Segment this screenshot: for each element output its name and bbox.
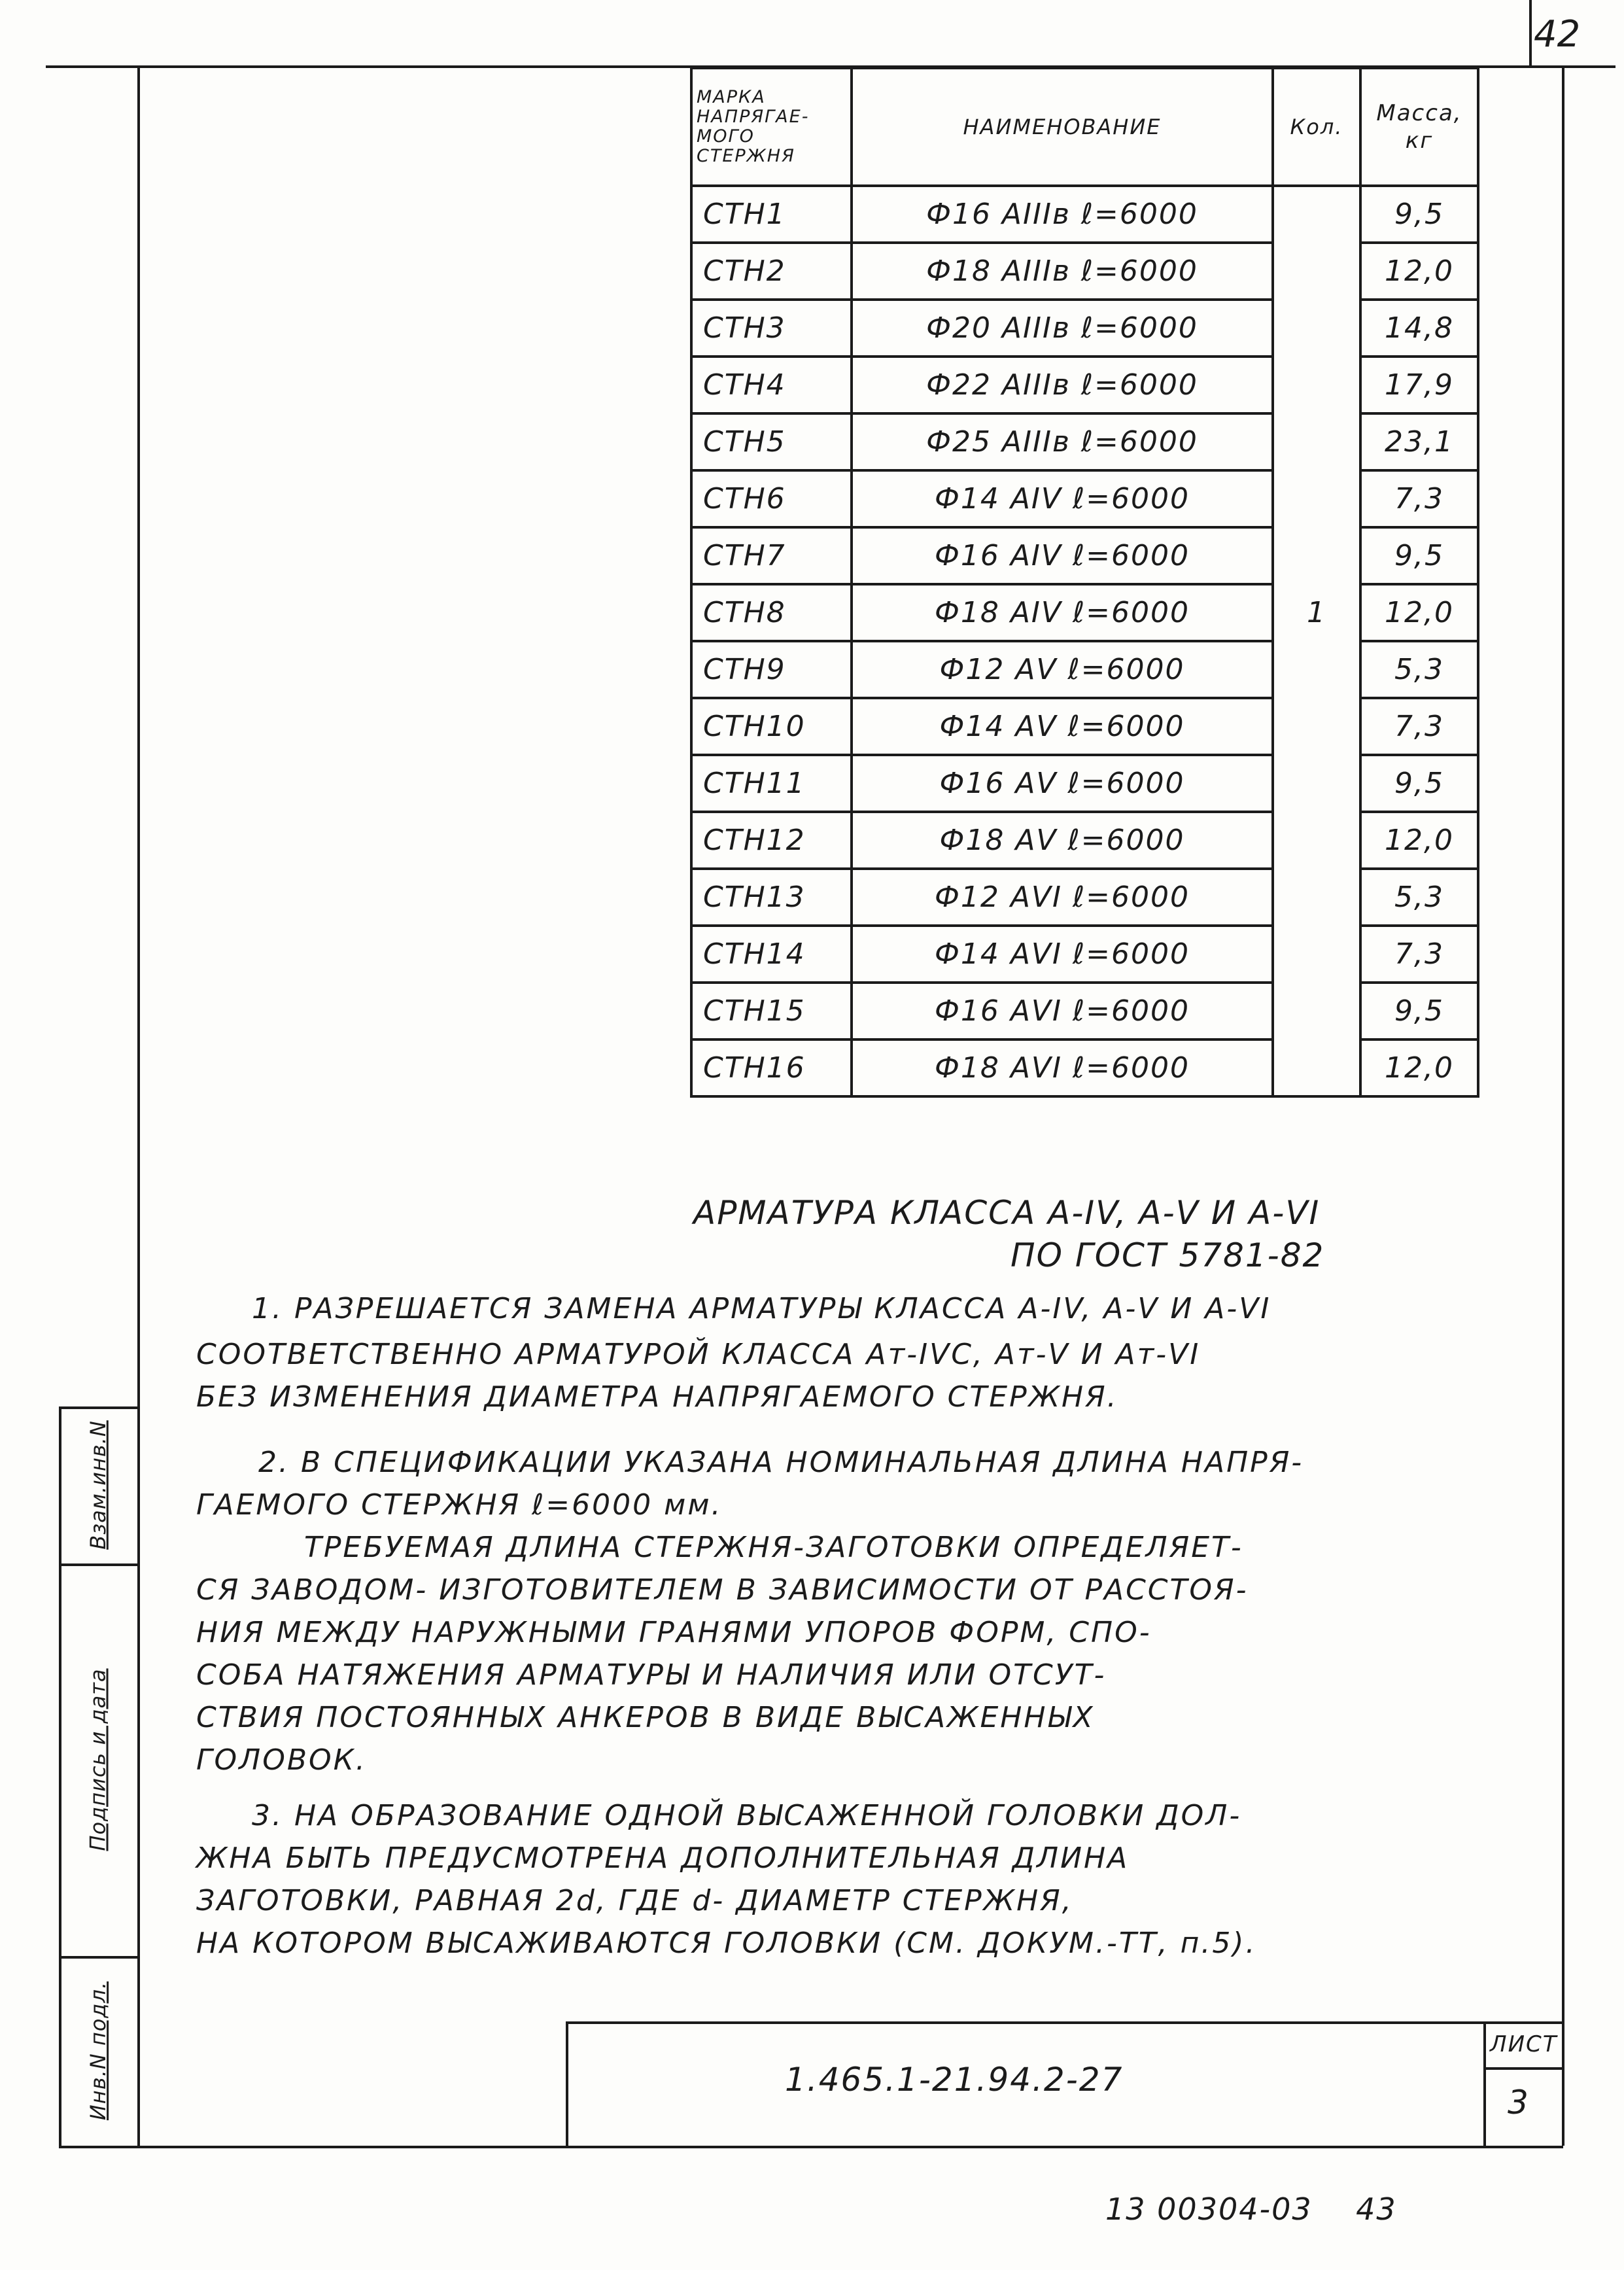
- row-name: Ф12 АV ℓ=6000: [852, 641, 1273, 698]
- row-mass: 9,5: [1360, 983, 1478, 1039]
- row-qty: [1273, 300, 1360, 357]
- document-code: 1.465.1-21.94.2-27: [785, 2061, 1124, 2099]
- row-mark: СТН8: [691, 584, 852, 641]
- row-mark: СТН4: [691, 357, 852, 413]
- title-block-top-line: [566, 2021, 1563, 2024]
- row-name: Ф14 АVI ℓ=6000: [852, 926, 1273, 983]
- table-row: [691, 641, 1478, 698]
- row-name: Ф18 АV ℓ=6000: [852, 812, 1273, 869]
- row-mass: 17,9: [1360, 357, 1478, 413]
- table-row: [691, 186, 1478, 243]
- row-name: Ф16 АVI ℓ=6000: [852, 983, 1273, 1039]
- note-line: НИЯ МЕЖДУ НАРУЖНЫМИ ГРАНЯМИ УПОРОВ ФОРМ, СПО-: [196, 1616, 1152, 1649]
- row-mark: СТН11: [691, 755, 852, 812]
- title-block-left-line: [566, 2021, 568, 2146]
- row-mark: СТН9: [691, 641, 852, 698]
- table-row: [691, 983, 1478, 1039]
- sheet-label: ЛИСТ: [1490, 2031, 1558, 2057]
- header-mark: МАРКА НАПРЯГАЕ-МОГО СТЕРЖНЯ: [691, 68, 852, 186]
- side-stamp-inv-replace: Взам.инв.N: [86, 1420, 111, 1550]
- note-line: ГОЛОВОК.: [196, 1743, 367, 1777]
- note-line: 1. РАЗРЕШАЕТСЯ ЗАМЕНА АРМАТУРЫ КЛАССА А-IV, А-V И А-VI: [252, 1292, 1271, 1325]
- frame-left-line: [137, 65, 140, 2146]
- row-mass: 7,3: [1360, 698, 1478, 755]
- table-caption-line1: АРМАТУРА КЛАССА А-IV, А-V И А-VI: [693, 1194, 1321, 1232]
- row-qty: [1273, 755, 1360, 812]
- row-name: Ф16 АIV ℓ=6000: [852, 527, 1273, 584]
- row-mark: СТН5: [691, 413, 852, 470]
- row-mass: 14,8: [1360, 300, 1478, 357]
- note-line: ТРЕБУЕМАЯ ДЛИНА СТЕРЖНЯ-ЗАГОТОВКИ ОПРЕДЕЛЯЕТ-: [304, 1531, 1243, 1564]
- header-qty: Кол.: [1273, 68, 1360, 186]
- table-row: [691, 1039, 1478, 1096]
- note-line: СООТВЕТСТВЕННО АРМАТУРОЙ КЛАССА Ат-IVС, Ат-V И Ат-VI: [196, 1338, 1201, 1371]
- row-mass: 23,1: [1360, 413, 1478, 470]
- row-mark: СТН3: [691, 300, 852, 357]
- frame-bottom-line: [59, 2146, 1563, 2148]
- table-row: [691, 300, 1478, 357]
- row-mass: 12,0: [1360, 243, 1478, 300]
- header-name: НАИМЕНОВАНИЕ: [852, 68, 1273, 186]
- row-name: Ф12 АVI ℓ=6000: [852, 869, 1273, 926]
- row-mark: СТН13: [691, 869, 852, 926]
- row-mark: СТН2: [691, 243, 852, 300]
- note-line: СОБА НАТЯЖЕНИЯ АРМАТУРЫ И НАЛИЧИЯ ИЛИ ОТСУТ-: [196, 1658, 1107, 1692]
- row-qty: 1: [1273, 584, 1360, 641]
- row-qty: [1273, 357, 1360, 413]
- note-line: СЯ ЗАВОДОМ- ИЗГОТОВИТЕЛЕМ В ЗАВИСИМОСТИ ОТ РАССТОЯ-: [196, 1573, 1249, 1607]
- table-row: [691, 413, 1478, 470]
- row-mass: 9,5: [1360, 755, 1478, 812]
- title-block-sheet-divider: [1483, 2021, 1486, 2146]
- row-mass: 5,3: [1360, 869, 1478, 926]
- note-line: ЗАГОТОВКИ, РАВНАЯ 2d, ГДЕ d- ДИАМЕТР СТЕРЖНЯ,: [196, 1884, 1073, 1917]
- row-mark: СТН12: [691, 812, 852, 869]
- row-qty: [1273, 869, 1360, 926]
- row-mass: 12,0: [1360, 1039, 1478, 1096]
- row-mark: СТН10: [691, 698, 852, 755]
- spec-table-body: [691, 186, 1478, 1096]
- row-qty: [1273, 527, 1360, 584]
- row-mass: 12,0: [1360, 584, 1478, 641]
- sheet-number: 3: [1508, 2084, 1530, 2122]
- bottom-archive-mark: 13 00304-03 43: [1105, 2191, 1397, 2227]
- row-mark: СТН6: [691, 470, 852, 527]
- row-mass: 9,5: [1360, 527, 1478, 584]
- row-mass: 12,0: [1360, 812, 1478, 869]
- row-name: Ф18 АVI ℓ=6000: [852, 1039, 1273, 1096]
- table-caption-line2: ПО ГОСТ 5781-82: [1011, 1236, 1325, 1274]
- header-mass: Масса, кг: [1360, 68, 1478, 186]
- table-row: [691, 926, 1478, 983]
- row-qty: [1273, 243, 1360, 300]
- row-name: Ф14 АV ℓ=6000: [852, 698, 1273, 755]
- table-row: [691, 527, 1478, 584]
- table-row: [691, 812, 1478, 869]
- table-row: [691, 243, 1478, 300]
- note-line: СТВИЯ ПОСТОЯННЫХ АНКЕРОВ В ВИДЕ ВЫСАЖЕННЫХ: [196, 1701, 1095, 1734]
- note-line: ЖНА БЫТЬ ПРЕДУСМОТРЕНА ДОПОЛНИТЕЛЬНАЯ ДЛИНА: [196, 1842, 1130, 1875]
- note-line: 2. В СПЕЦИФИКАЦИИ УКАЗАНА НОМИНАЛЬНАЯ ДЛИНА НАПРЯ-: [258, 1446, 1304, 1479]
- row-qty: [1273, 1039, 1360, 1096]
- spec-table: [690, 67, 1479, 1098]
- side-stamp-sign-date: Подпись и дата: [86, 1668, 111, 1851]
- page-number-divider: [1529, 0, 1532, 65]
- row-mark: СТН16: [691, 1039, 852, 1096]
- title-block-sheet-line: [1483, 2067, 1563, 2070]
- row-name: Ф16 АIIIв ℓ=6000: [852, 186, 1273, 243]
- row-name: Ф18 АIIIв ℓ=6000: [852, 243, 1273, 300]
- row-name: Ф18 АIV ℓ=6000: [852, 584, 1273, 641]
- row-qty: [1273, 926, 1360, 983]
- note-line: БЕЗ ИЗМЕНЕНИЯ ДИАМЕТРА НАПРЯГАЕМОГО СТЕРЖНЯ.: [196, 1380, 1118, 1414]
- row-qty: [1273, 413, 1360, 470]
- table-row: [691, 698, 1478, 755]
- row-name: Ф20 АIIIв ℓ=6000: [852, 300, 1273, 357]
- row-name: Ф25 АIIIв ℓ=6000: [852, 413, 1273, 470]
- row-qty: [1273, 186, 1360, 243]
- row-qty: [1273, 641, 1360, 698]
- row-qty: [1273, 698, 1360, 755]
- table-row: [691, 869, 1478, 926]
- page-number: 42: [1534, 13, 1581, 56]
- note-line: 3. НА ОБРАЗОВАНИЕ ОДНОЙ ВЫСАЖЕННОЙ ГОЛОВКИ ДОЛ-: [252, 1799, 1242, 1832]
- row-qty: [1273, 983, 1360, 1039]
- row-name: Ф14 АIV ℓ=6000: [852, 470, 1273, 527]
- row-qty: [1273, 470, 1360, 527]
- table-row: [691, 357, 1478, 413]
- row-qty: [1273, 812, 1360, 869]
- table-row: [691, 755, 1478, 812]
- row-mass: 7,3: [1360, 926, 1478, 983]
- row-name: Ф16 АV ℓ=6000: [852, 755, 1273, 812]
- row-mark: СТН1: [691, 186, 852, 243]
- table-row: [691, 584, 1478, 641]
- row-mark: СТН7: [691, 527, 852, 584]
- row-mass: 9,5: [1360, 186, 1478, 243]
- row-mark: СТН15: [691, 983, 852, 1039]
- note-line: ГАЕМОГО СТЕРЖНЯ ℓ=6000 мм.: [196, 1488, 723, 1522]
- frame-right-line: [1562, 65, 1564, 2146]
- table-header-row: [691, 68, 1478, 186]
- row-mass: 5,3: [1360, 641, 1478, 698]
- row-name: Ф22 АIIIв ℓ=6000: [852, 357, 1273, 413]
- table-row: [691, 470, 1478, 527]
- side-stamp-inv-orig: Инв.N подл.: [86, 1981, 111, 2121]
- row-mark: СТН14: [691, 926, 852, 983]
- row-mass: 7,3: [1360, 470, 1478, 527]
- note-line: НА КОТОРОМ ВЫСАЖИВАЮТСЯ ГОЛОВКИ (СМ. ДОКУМ.-ТТ, п.5).: [196, 1927, 1257, 1960]
